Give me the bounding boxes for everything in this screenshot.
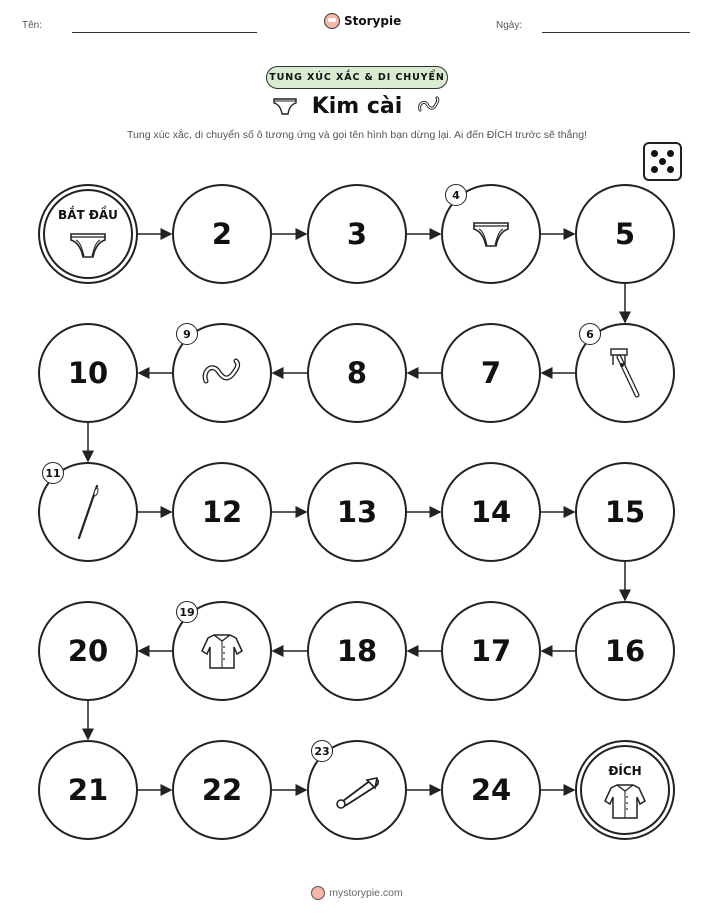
storypie-logo-icon [311,886,325,900]
clip-icon [198,355,246,391]
cell-number: 17 [470,634,512,668]
date-label: Ngày: [496,20,523,31]
cell-number: 24 [470,773,512,807]
shirt-icon [603,781,647,821]
activity-pill: TUNG XÚC XẮC & DI CHUYỂN [266,66,448,89]
board-cell [575,462,675,562]
board-cell [307,184,407,284]
board-cell [172,601,272,701]
cell-number: 21 [67,773,109,807]
instructions: Tung xúc xắc, di chuyển số ô tương ứng và gọi tên hình bạn dừng lại. Ai đến ĐÍCH trước sẽ thắng! [126,129,587,141]
cell-number: 15 [604,495,646,529]
cell-number: 20 [67,634,109,668]
board-cell [307,740,407,840]
board-cell [38,740,138,840]
cell-number: 14 [470,495,512,529]
cell-number: 3 [346,217,368,251]
cell-number-badge: 23 [311,740,333,762]
diaper-icon [68,230,108,260]
cell-number-badge: 4 [445,184,467,206]
board-cell [38,601,138,701]
cell-number: 13 [336,495,378,529]
cell-number: 10 [67,356,109,390]
board-start-cell [38,184,138,284]
board-cell [172,323,272,423]
footer [0,886,714,900]
board-cell [441,462,541,562]
cell-number: 18 [336,634,378,668]
board-finish-cell [575,740,675,840]
footer-url[interactable]: mystorypie.com [329,887,403,899]
cell-number-badge: 6 [579,323,601,345]
needle-icon [73,482,103,542]
cell-number: 7 [480,356,502,390]
shirt-icon [200,631,244,671]
start-label: BẮT ĐẦU [58,208,118,222]
cell-number: 5 [614,217,636,251]
cell-number-badge: 11 [42,462,64,484]
cell-number: 12 [201,495,243,529]
board-cell [575,601,675,701]
cell-number: 2 [211,217,233,251]
board-cell [575,184,675,284]
board-cell [307,601,407,701]
cell-number: 8 [346,356,368,390]
board-cell [441,184,541,284]
clamp-icon [607,345,643,401]
board-cell [307,323,407,423]
page-title: Kim cài [311,94,403,119]
board-cell [441,601,541,701]
board-cell [38,323,138,423]
cell-number: 16 [604,634,646,668]
cell-number-badge: 19 [176,601,198,623]
board-cell [172,740,272,840]
board-cell [172,184,272,284]
board-cell [575,323,675,423]
diaper-icon [471,219,511,249]
board-cell [307,462,407,562]
safety-pin-icon [331,770,383,810]
name-label: Tên: [22,20,43,31]
finish-label: ĐÍCH [608,764,642,778]
cell-number: 22 [201,773,243,807]
board-cell [441,740,541,840]
board-cell [38,462,138,562]
brand-name: Storypie [344,14,402,28]
board-cell [441,323,541,423]
cell-number-badge: 9 [176,323,198,345]
board-cell [172,462,272,562]
